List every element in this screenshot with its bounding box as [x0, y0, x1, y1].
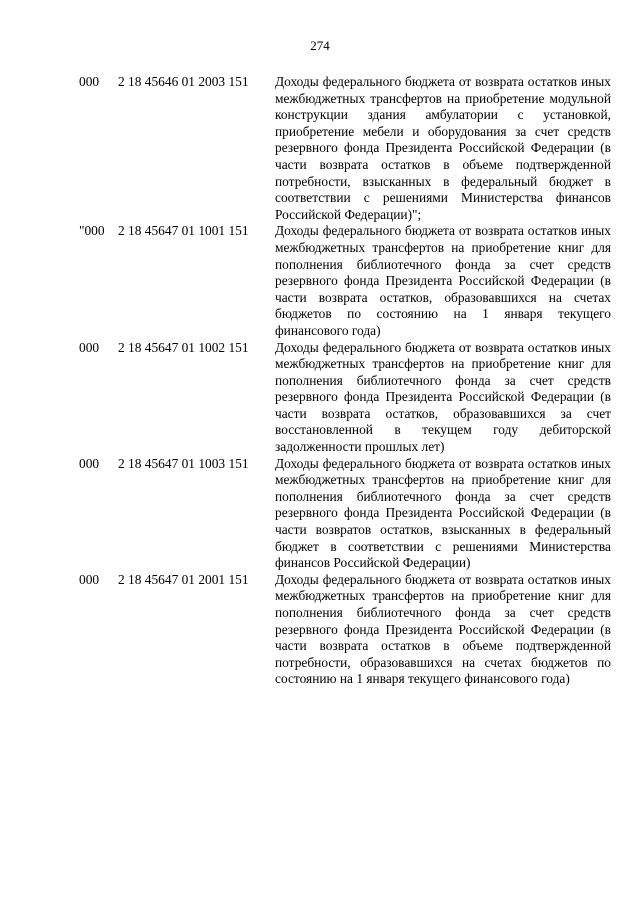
income-description: Доходы федерального бюджета от возврата остатков иных межбюджетных трансфертов на приобретение модульной конструкции здания амбулатории с установкой, приобретение мебели и оборудования за счет средств резервного фонда Президента Российской Федерации (в части возврата остатков в объеме подтвержденной потребности, взысканных в федеральный бюджет в соответствии с решениями Министерства финансов Российской Федерации)";	[275, 74, 611, 222]
income-description: Доходы федерального бюджета от возврата остатков иных межбюджетных трансфертов на приобретение книг для пополнения библиотечного фонда за счет средств резервного фонда Президента Российской Федерации (в части возврата остатков в объеме подтвержденной потребности, образовавшихся на счетах бюджетов по состоянию на 1 января текущего финансового года)	[275, 571, 611, 687]
table-row	[0, 74, 640, 223]
table-row	[0, 456, 640, 572]
admin-code: 000	[79, 74, 100, 89]
admin-code: 000	[79, 571, 100, 587]
table-row	[0, 572, 640, 688]
admin-code: 000	[79, 455, 100, 471]
admin-code: 000	[79, 339, 100, 355]
income-description: Доходы федерального бюджета от возврата остатков иных межбюджетных трансфертов на приобретение книг для пополнения библиотечного фонда за счет средств резервного фонда Президента Российской Федерации (в части возврата остатков, образовавшихся на счетах бюджетов по состоянию на 1 января текущего финансового года)	[275, 223, 611, 338]
budget-code-table	[0, 74, 640, 688]
page-number: 274	[310, 38, 330, 53]
table-row	[0, 340, 640, 456]
budget-classification-code: 2 18 45646 01 2003 151	[118, 74, 249, 89]
income-description: Доходы федерального бюджета от возврата остатков иных межбюджетных трансфертов на приобретение книг для пополнения библиотечного фонда за счет средств резервного фонда Президента Российской Федерации (в части возврата остатков, образовавшихся за счет восстановленной в текущем году дебиторской задолженности прошлых лет)	[275, 339, 611, 455]
budget-classification-code: 2 18 45647 01 1003 151	[118, 455, 249, 471]
budget-classification-code: 2 18 45647 01 1001 151	[118, 223, 249, 239]
budget-classification-code: 2 18 45647 01 1002 151	[118, 339, 249, 355]
budget-classification-code: 2 18 45647 01 2001 151	[118, 571, 249, 587]
income-description: Доходы федерального бюджета от возврата остатков иных межбюджетных трансфертов на приобретение книг для пополнения библиотечного фонда за счет средств резервного фонда Президента Российской Федерации (в части возвратов остатков, взысканных в федеральный бюджет в соответствии с решениями Министерства финансов Российской Федерации)	[275, 455, 611, 571]
table-row	[0, 223, 640, 339]
admin-code: "000	[79, 223, 105, 239]
